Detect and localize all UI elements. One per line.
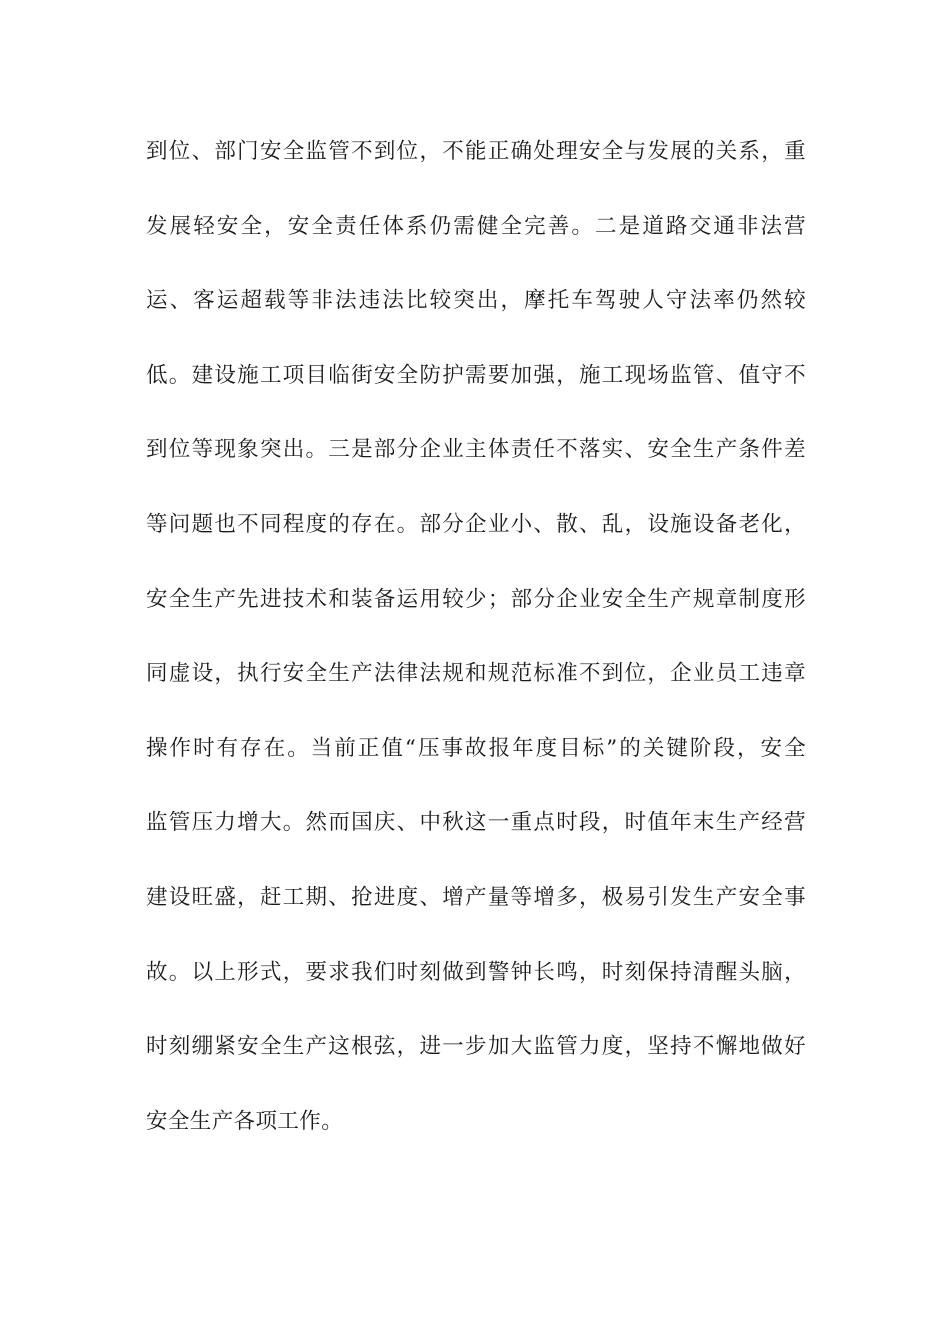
text-line-4: 低。建设施工项目临街安全防护需要加强，施工现场监管、值守不 (146, 362, 806, 388)
text-line-5: 到位等现象突出。三是部分企业主体责任不落实、安全生产条件差 (146, 437, 806, 463)
text-line-8: 同虚设，执行安全生产法律法规和规范标准不到位，企业员工违章 (146, 661, 806, 687)
body-paragraph (146, 132, 806, 1176)
text-line-6: 等问题也不同程度的存在。部分企业小、散、乱，设施设备老化， (146, 511, 806, 537)
text-line-7: 安全生产先进技术和装备运用较少；部分企业安全生产规章制度形 (146, 586, 806, 612)
text-line-12: 故。以上形式，要求我们时刻做到警钟长鸣，时刻保持清醒头脑， (146, 959, 806, 985)
text-line-9: 操作时有存在。当前正值“压事故报年度目标”的关键阶段，安全 (146, 735, 806, 761)
text-line-2: 发展轻安全，安全责任体系仍需健全完善。二是道路交通非法营 (146, 213, 806, 239)
text-line-14: 安全生产各项工作。 (146, 1108, 344, 1134)
text-line-10: 监管压力增大。然而国庆、中秋这一重点时段，时值年末生产经营 (146, 810, 806, 836)
text-line-11: 建设旺盛，赶工期、抢进度、增产量等增多，极易引发生产安全事 (146, 884, 806, 910)
text-line-1: 到位、部门安全监管不到位，不能正确处理安全与发展的关系，重 (146, 139, 806, 164)
text-line-13: 时刻绷紧安全生产这根弦，进一步加大监管力度，坚持不懈地做好 (146, 1034, 806, 1060)
text-line-3: 运、客运超载等非法违法比较突出，摩托车驾驶人守法率仍然较 (146, 288, 806, 314)
